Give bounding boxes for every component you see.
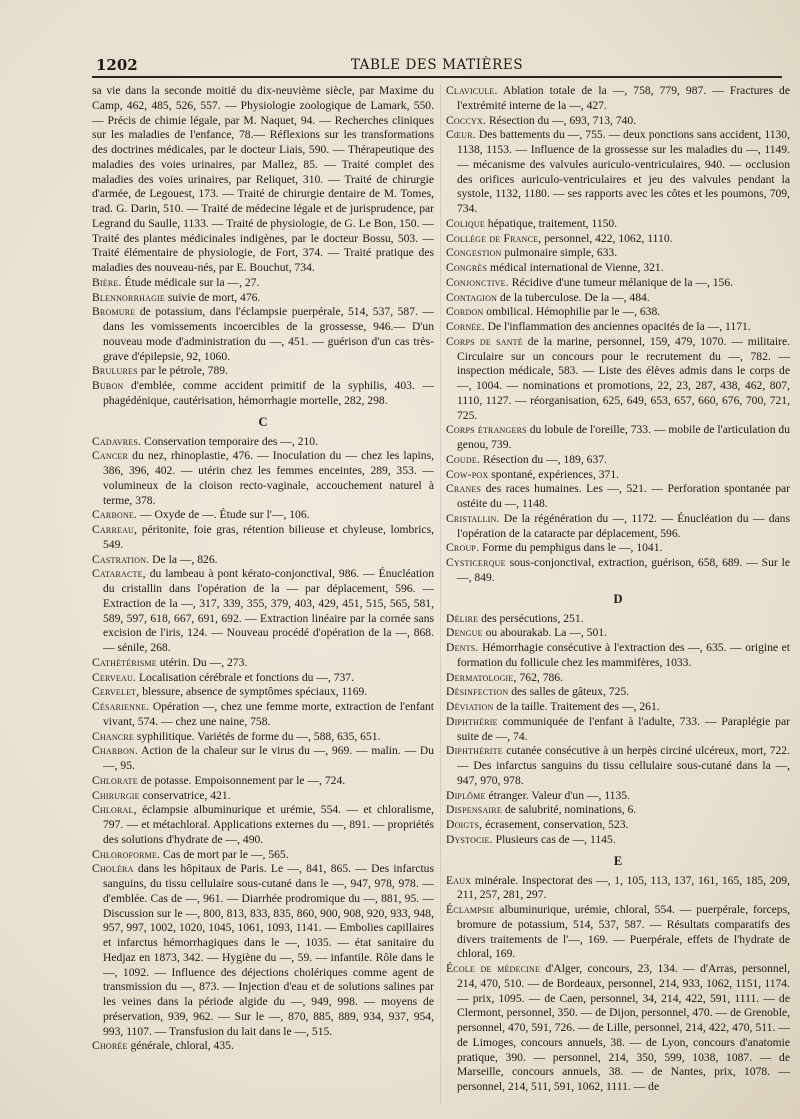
index-entry (92, 379, 434, 409)
index-entry (446, 541, 790, 556)
entry-term: Castration. (92, 552, 150, 566)
entry-text: Récidive d'une tumeur mélanique de la —, 156. (508, 275, 734, 289)
entry-text: minérale. Inspectorat des —, 1, 105, 113, 137, 161, 165, 185, 209, 211, 257, 281, 297. (457, 873, 790, 902)
entry-text: sous-conjonctival, extraction, guérison, 658, 689. — Sur le —, 849. (457, 556, 790, 584)
entry-text: des persécutions, 251. (478, 611, 584, 625)
entry-term: Bromure (92, 305, 136, 319)
entry-term: Corps de santé (446, 334, 523, 348)
column-divider (440, 84, 441, 1104)
entry-term: Cysticerque (446, 556, 506, 569)
entry-text: du nez, rhinoplastie, 476. — Inoculation du — chez les lapins, 386, 396, 402. — utérin chez les femmes enceintes, 289, 353. — volumineux de la cloison recto-vaginale, accouchement naturel à terme, 378. (103, 449, 434, 507)
entry-term: Blennorrhagie (92, 290, 165, 304)
entry-text: pulmonaire simple, 633. (501, 246, 618, 260)
section-letter: E (613, 853, 623, 868)
entry-term: Choléra (92, 862, 134, 876)
right-column (446, 84, 790, 1095)
entry-text: du lambeau à pont kérato-conjonctival, 986. — Énucléation du cristallin dans l'opération de la — par déplacement, 596. — Extraction de la —, 317, 339, 355, 379, 403, 429, 451, 515, 565, 581, 589, 597, 618, 667, 691, 692. — Extraction linéaire par la cornée sans excision de l'iris, 124. — Nouveau procédé d'opération de la —, 868. — sénile, 268. (103, 567, 434, 654)
index-entry (446, 423, 790, 453)
entry-term: Carreau, (92, 523, 138, 536)
entry-term: Cordon (446, 305, 484, 319)
index-entry (92, 862, 434, 1039)
entry-text: générale, chloral, 435. (127, 1039, 234, 1053)
left-column (92, 84, 434, 1054)
index-entry (92, 305, 434, 364)
entry-text: personnel, 422, 1062, 1110. (541, 231, 673, 245)
index-entry (446, 468, 790, 483)
entry-term: Croup. (446, 541, 480, 555)
entry-term: Eaux (446, 873, 472, 887)
entry-term: Cristallin. (446, 511, 500, 525)
entry-term: Dispensaire (446, 803, 502, 817)
entry-term: Diphthérie (446, 714, 498, 728)
entry-term: Dengue (446, 626, 483, 640)
entry-term: Chlorate (92, 773, 138, 787)
entry-term: Coccyx. (446, 113, 487, 127)
index-entry (446, 671, 790, 686)
entry-text: Localisation cérébrale et fonctions du —, 737. (136, 670, 355, 684)
entry-text: Résection du —, 693, 713, 740. (486, 113, 637, 127)
index-entry (92, 730, 434, 745)
entry-term: Congestion (446, 246, 502, 260)
index-entry (446, 84, 790, 114)
index-entry (446, 482, 790, 512)
entry-term: Chirurgie (92, 788, 140, 802)
entry-text: Hémorrhagie consécutive à l'extraction des —, 635. — origine et formation du follicule chez les mammifères, 1033. (457, 641, 790, 669)
entry-term: Cow-pox (446, 467, 489, 481)
index-entry (446, 685, 790, 700)
index-entry (446, 453, 790, 468)
index-entry (446, 789, 790, 804)
index-entry (446, 700, 790, 715)
index-entry (446, 246, 790, 261)
index-entry (92, 700, 434, 730)
entry-text: syphilitique. Variétés de forme du —, 588, 635, 651. (134, 729, 381, 743)
entry-text: Résection du —, 189, 637. (480, 452, 607, 466)
entry-term: Colique (446, 216, 485, 230)
entry-term: Cerveau. (92, 670, 137, 684)
index-entry (92, 789, 434, 804)
page-number: 1202 (96, 56, 138, 74)
entry-text: de la taille. Traitement des —, 261. (493, 700, 660, 713)
section-letter: D (613, 591, 623, 606)
entry-term: Brulures (92, 364, 138, 378)
entry-term: Conjonctive. (446, 275, 509, 289)
index-entry (92, 435, 434, 450)
index-entry (92, 671, 434, 686)
index-entry (92, 656, 434, 671)
entry-term: Chorée (92, 1039, 128, 1053)
entry-term: Cornée. (446, 320, 485, 333)
index-entry (446, 335, 790, 424)
entry-text: ombilical. Hémophilie par le —, 638. (483, 305, 661, 319)
entry-term: Carbone. (92, 508, 138, 522)
entry-text: De l'inflammation des anciennes opacités de la —, 1171. (484, 320, 751, 333)
entry-text: d'emblée, comme accident primitif de la syphilis, 403. — phagédénique, cautérisation, hémorrhagie mortelle, 282, 298. (103, 379, 434, 407)
entry-term: Césarienne. (92, 700, 150, 713)
index-entry (92, 449, 434, 508)
entry-text: utérin. Du —, 273. (156, 655, 248, 669)
index-entry (92, 685, 434, 700)
index-entry (446, 874, 790, 904)
entry-text: écrasement, conservation, 523. (482, 818, 629, 831)
index-entry (446, 641, 790, 671)
entry-term: Diplôme (446, 788, 486, 802)
index-entry (446, 276, 790, 291)
entry-term: École de médecine (446, 962, 541, 975)
entry-term: Contagion (446, 290, 498, 304)
entry-text: de salubrité, nominations, 6. (501, 803, 637, 817)
index-entry (446, 320, 790, 335)
entry-text: d'Alger, concours, 23, 134. — d'Arras, personnel, 214, 470, 510. — de Bordeaux, personnel, 214, 933, 1062, 1151, 1174. — prix, 1095. — de Caen, personnel, 34, 214, 422, 591, 1111. — de Clermont, personnel, 350. — de Dijon, personnel, 470. — de Grenoble, personnel, 470, 591, 726. — de Lille, personnel, 214, 422, 470, 511. — de Limoges, concours annuels, 38. — de Lyon, concours d'anatomie pratique, 390. — personnel, 214, 350, 599, 1038, 1087. — de Marseille, concours annuels, 38. — de Nantes, prix, 1078. — personnel, 214, 511, 591, 1062, 1111. — de (457, 962, 790, 1093)
entry-text: Action de la chaleur sur le virus du —, 969. — malin. — Du —, 95. (103, 744, 434, 772)
index-entry (446, 818, 790, 833)
entry-text: étranger. Valeur d'un —, 1135. (485, 788, 630, 802)
entry-term: Cadavres. (92, 434, 142, 448)
entry-term: Collége de France, (446, 231, 542, 245)
entry-term: Délire (446, 611, 479, 625)
entry-text: Ablation totale de la —, 758, 779, 987. — Fractures de l'extrémité interne de la —, 427. (457, 84, 790, 112)
entry-text: de potassium, dans l'éclampsie puerpérale, 514, 537, 587. — dans les vomissements incoercibles de la grossesse, 946.— D'un nouveau mode d'administration du —, 451. — guérison d'un cas très-grave d'épilepsie, 92, 1060. (103, 305, 434, 363)
index-entry (446, 803, 790, 818)
entry-text: médical international de Vienne, 321. (487, 261, 664, 274)
entry-text: Opération —, chez une femme morte, extraction de l'enfant vivant, 574. — chez une naine, 758. (103, 700, 434, 728)
index-entry (446, 556, 790, 586)
page-header (92, 54, 782, 78)
index-entry (446, 232, 790, 247)
entry-term: Diphthérite (446, 744, 503, 758)
index-entry (446, 833, 790, 848)
entry-term: Chancre (92, 729, 135, 743)
index-entry (446, 715, 790, 745)
index-entry (92, 508, 434, 523)
entry-term: Doigts, (446, 818, 483, 831)
entry-text: ou abourakab. La —, 501. (482, 626, 607, 640)
index-entry (92, 553, 434, 568)
index-entry (92, 744, 434, 774)
index-entry (92, 567, 434, 656)
entry-text: Forme du pemphigus dans le —, 1041. (479, 541, 663, 555)
entry-text: blessure, absence de symptômes spéciaux, 1169. (139, 685, 368, 699)
index-entry (92, 84, 434, 276)
entry-term: Cœur. (446, 128, 476, 142)
entry-text: cutanée consécutive à un herpès circiné ulcéreux, mort, 722. — Des infarctus sanguins du tissu cellulaire sous-cutané dans la —, 947, 970, 978. (457, 744, 790, 787)
index-entry (92, 774, 434, 789)
index-entry (446, 128, 790, 217)
index-entry (92, 364, 434, 379)
entry-text: Étude médicale sur la —, 27. (121, 275, 260, 289)
entry-term: Dystocie. (446, 832, 493, 846)
entry-text: par le pétrole, 789. (137, 364, 228, 378)
index-entry (92, 291, 434, 306)
entry-term: Éclampsie (446, 903, 495, 916)
index-entry (92, 523, 434, 553)
entry-term: Bubon (92, 379, 124, 392)
entry-text: de potasse. Empoisonnement par le —, 724. (137, 773, 346, 787)
entry-text: De la —, 826. (149, 552, 218, 566)
entry-text: albuminurique, urémie, chloral, 554. — puerpérale, forceps, bromure de potassium, 514, 537, 587. — Résultats comparatifs des divers traitements de l'—, 169. — Puerpérale, effets de l'hydrate de chloral, 169. (457, 903, 790, 961)
entry-text: Cas de mort par le —, 565. (160, 847, 289, 861)
index-entry (92, 848, 434, 863)
index-entry (92, 803, 434, 847)
entry-text: Des battements du —, 755. — deux ponctions sans accident, 1130, 1138, 1153. — Influence de la grossesse sur les maladies du —, 1149. — mécanisme des valvules auriculo-ventriculaires, 940. — occlusion des orifices auriculo-ventriculaires et jeu des valvules pendant la systole, 1132, 1180. — ses rapports avec les côtes et les poumons, 709, 734. (457, 128, 790, 215)
entry-text: du lobule de l'oreille, 733. — mobile de l'articulation du genou, 739. (457, 423, 790, 451)
index-entry (446, 744, 790, 788)
entry-text: éclampsie albuminurique et urémie, 554. — et chloralisme, 797. — et métachloral. Applications externes du —, 891. — propriétés des solutions d'hydrate de —, 490. (103, 803, 434, 846)
entry-term: Corps étrangers (446, 423, 527, 437)
entry-term: Chloral, (92, 803, 137, 817)
index-entry (446, 114, 790, 129)
entry-term: Cranes (446, 482, 482, 496)
entry-term: Chloroforme. (92, 847, 161, 861)
entry-term: Cervelet, (92, 685, 140, 699)
entry-text: De la régénération du —, 1172. — Énucléation du — dans l'opération de la cataracte par déplacement, 596. (457, 511, 790, 540)
index-entry (446, 305, 790, 320)
entry-text: conservatrice, 421. (139, 788, 231, 802)
entry-text: sa vie dans la seconde moitié du dix-neuvième siècle, par Maxime du Camp, 462, 485, 526, 557. — Physiologie zoologique de Lamark, 550. — Précis de chimie légale, par M. Naquet, 94. — Recherches cliniques sur les maladies de l'enfance, 78.— Réflexions sur les transformations des doctrines médicales, par le docteur Liais, 590. — Thérapeutique des maladies des voies urinaires, par Mallez, 85. — Traité complet des maladies des voies urinaires, par Reliquet, 310. — Traité de chirurgie d'armée, de Legouest, 173. — Traité de chirurgie dentaire de M. Tomes, trad. G. Darin, 510. — Traité de médecine légale et de jurisprudence, par Legrand du Saulle, 1133. — Traité de physiologie, de G. Le Bon, 150. — Traité des plantes médicinales indigènes, par le docteur Bossu, 503. — Traité élémentaire de physiologie, de Fort, 374. — Traité pratique des maladies des nouveau-nés, par E. Bouchut, 734. (92, 84, 434, 274)
entry-text: 762, 786. (516, 670, 563, 684)
entry-text: dans les hôpitaux de Paris. Le —, 841, 865. — Des infarctus sanguins, du tissu cellulaire sous-cutané dans le —, 947, 978, 978. — d'emblée. Cas de —, 961. — Diarrhée prodromique du —, 881, 95. — Discussion sur le —, 800, 813, 833, 835, 860, 900, 908, 920, 933, 948, 957, 997, 1002, 1020, 1045, 1061, 1093, 1141. — Embolies capillaires et infarctus hémorrhagiques dans le —, 1035. — état sanitaire du Hedjaz en 1873, 342. — Hygiène du —, 59. — infantile. Rôle dans le —, 1092. — Influence des déjections cholériques comme agent de transmission du —, 873. — Injection d'eau et de solutions salines par les veines dans la période algide du —, 949, 998. — moyens de préservation, 939, 962. — Sur le —, 870, 885, 889, 934, 937, 954, 993, 1107. — Transfusion du lait dans le —, 515. (103, 862, 434, 1038)
entry-text: spontané, expériences, 371. (488, 467, 620, 481)
index-entry (92, 276, 434, 291)
entry-term: Coude. (446, 452, 481, 466)
entry-term: Dermatologie, (446, 670, 517, 684)
entry-term: Dents. (446, 641, 479, 654)
entry-term: Cathétérisme (92, 655, 157, 669)
entry-term: Clavicule. (446, 84, 498, 97)
index-entry (446, 217, 790, 232)
entry-term: Désinfection (446, 685, 509, 699)
entry-text: péritonite, foie gras, rétention bilieuse et chyleuse, lombrics, 549. (103, 523, 434, 551)
entry-text: des salles de gâteux, 725. (508, 685, 630, 699)
entry-text: hépatique, traitement, 1150. (484, 216, 618, 230)
section-letter: C (258, 414, 268, 429)
entry-text: de la marine, personnel, 159, 479, 1070. — militaire. Circulaire sur un concours pour le recrutement du —, 782. — inspection médicale, 583. — Liste des élèves admis dans le corps de —, 1004. — nominations et promotions, 22, 23, 287, 438, 462, 807, 1110, 1127. — réorganisation, 625, 649, 653, 657, 660, 676, 700, 721, 725. (457, 334, 790, 422)
index-entry (446, 512, 790, 542)
entry-term: Charbon. (92, 744, 139, 758)
entry-text: Plusieurs cas de —, 1145. (492, 832, 616, 846)
entry-term: Déviation (446, 700, 494, 713)
index-entry (92, 1039, 434, 1054)
entry-text: de la tuberculose. De la —, 484. (497, 290, 650, 304)
index-entry (446, 903, 790, 962)
index-entry (446, 261, 790, 276)
entry-term: Cataracte, (92, 567, 146, 581)
entry-text: Conservation temporaire des —, 210. (141, 434, 318, 448)
index-entry (446, 962, 790, 1095)
index-entry (446, 291, 790, 306)
page-title: TABLE DES MATIÈRES (350, 57, 524, 73)
entry-text: communiquée de l'enfant à l'adulte, 733. — Paraplégie par suite de —, 74. (457, 714, 790, 743)
entry-term: Congrès (446, 261, 488, 274)
entry-text: suivie de mort, 476. (165, 290, 261, 304)
entry-text: des races humaines. Les —, 521. — Perforation spontanée par ostéite du —, 1148. (457, 482, 790, 510)
entry-term: Bière. (92, 275, 122, 289)
index-entry (446, 612, 790, 627)
index-entry (446, 626, 790, 641)
entry-term: Cancer (92, 449, 129, 463)
entry-text: — Oxyde de —. Étude sur l'—, 106. (137, 508, 310, 522)
